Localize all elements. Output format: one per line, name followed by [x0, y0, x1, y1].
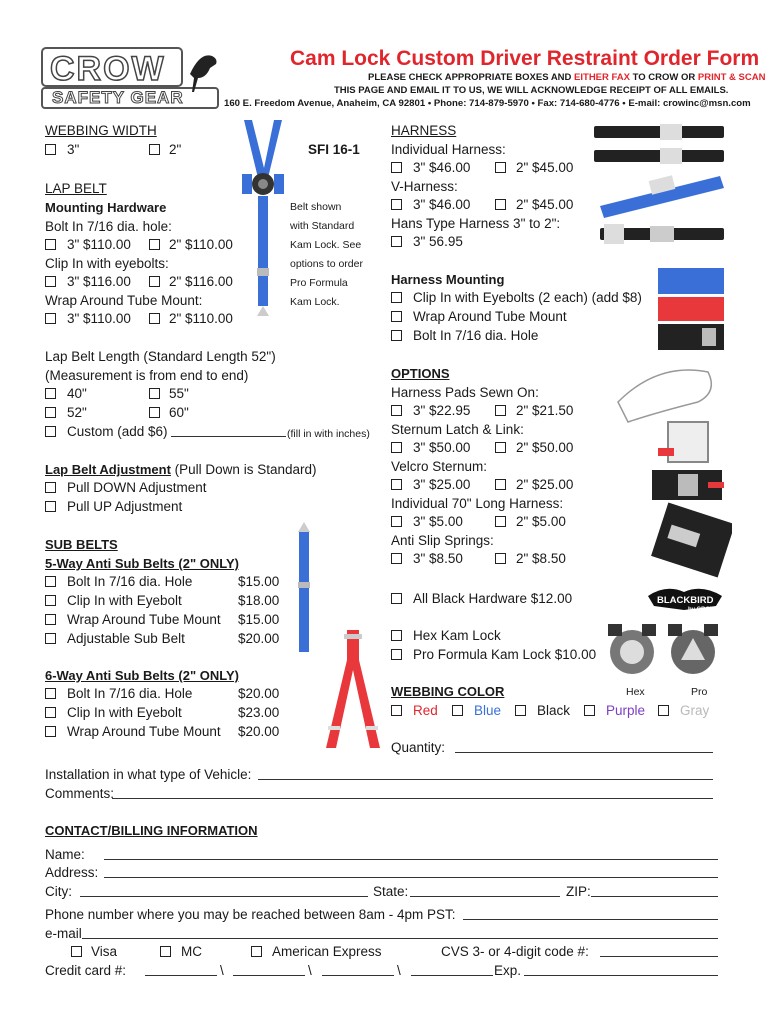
velcro-label: Velcro Sternum:: [391, 459, 488, 474]
logo-crow-text: CROW: [50, 50, 166, 88]
belt-note-1: Belt shown: [290, 201, 342, 213]
sternum-2-checkbox[interactable]: [495, 442, 506, 453]
color-purple-checkbox[interactable]: [584, 705, 595, 716]
belt-note-6: Kam Lock.: [290, 296, 340, 308]
color-gray-checkbox[interactable]: [658, 705, 669, 716]
six-way-heading: 6-Way Anti Sub Belts (2" ONLY): [45, 668, 239, 683]
card-separator-1: \: [220, 963, 224, 978]
lap-adjust-heading: Lap Belt Adjustment (Pull Down is Standard): [45, 462, 317, 477]
long-2-checkbox[interactable]: [495, 516, 506, 527]
quantity-label: Quantity:: [391, 740, 446, 755]
length-60-checkbox[interactable]: [149, 407, 160, 418]
five-way-clip-price: $18.00: [238, 593, 280, 608]
length-60-label: 60": [169, 405, 189, 420]
black-hardware-label: All Black Hardware $12.00: [413, 591, 573, 606]
state-label: State:: [373, 884, 409, 899]
instructions-line-1: PLEASE CHECK APPROPRIATE BOXES AND EITHER FAX TO CROW OR PRINT & SCAN: [368, 72, 766, 83]
pull-up-label: Pull UP Adjustment: [67, 499, 183, 514]
state-input[interactable]: [410, 896, 560, 897]
five-way-wrap-label: Wrap Around Tube Mount: [67, 612, 221, 627]
lap-bolt-2-checkbox[interactable]: [149, 239, 160, 250]
hex-kam-image: [604, 622, 660, 676]
crow-bird-icon: [190, 55, 217, 92]
pads-2-checkbox[interactable]: [495, 405, 506, 416]
v-harness-3-checkbox[interactable]: [391, 199, 402, 210]
mount-bolt-label: Bolt In 7/16 dia. Hole: [413, 328, 539, 343]
address-label: Address:: [45, 865, 99, 880]
lap-wrap-3-checkbox[interactable]: [45, 313, 56, 324]
webbing-color-heading: WEBBING COLOR: [391, 684, 505, 699]
card-group-1-input[interactable]: [145, 975, 217, 976]
five-way-clip-label: Clip In with Eyebolt: [67, 593, 182, 608]
phone-label: Phone number where you may be reached between 8am - 4pm PST:: [45, 907, 456, 922]
color-gray-label: Gray: [680, 703, 710, 718]
mount-clip-checkbox[interactable]: [391, 292, 402, 303]
length-custom-checkbox[interactable]: [45, 426, 56, 437]
individual-2-checkbox[interactable]: [495, 162, 506, 173]
webbing-width-heading: WEBBING WIDTH: [45, 123, 157, 138]
lap-clip-3-checkbox[interactable]: [45, 276, 56, 287]
five-way-wrap-price: $15.00: [238, 612, 280, 627]
springs-3-label: 3" $8.50: [413, 551, 463, 566]
exp-label: Exp.: [494, 963, 522, 978]
v-harness-2-checkbox[interactable]: [495, 199, 506, 210]
length-52-label: 52": [67, 405, 87, 420]
velcro-3-label: 3" $25.00: [413, 477, 471, 492]
length-52-checkbox[interactable]: [45, 407, 56, 418]
five-way-clip-checkbox[interactable]: [45, 595, 56, 606]
five-way-adjustable-label: Adjustable Sub Belt: [67, 631, 185, 646]
six-way-bolt-checkbox[interactable]: [45, 688, 56, 699]
phone-input[interactable]: [463, 919, 718, 920]
mounting-hardware-label: Mounting Hardware: [45, 200, 167, 215]
velcro-3-checkbox[interactable]: [391, 479, 402, 490]
pro-caption: Pro: [691, 686, 708, 698]
springs-2-label: 2" $8.50: [516, 551, 566, 566]
belt-note-3: Kam Lock. See: [290, 239, 362, 251]
lap-bolt-3-label: 3" $110.00: [67, 237, 131, 252]
color-red-label: Red: [413, 703, 438, 718]
logo-safety-gear-text: SAFETY GEAR: [52, 88, 184, 107]
long-harness-label: Individual 70" Long Harness:: [391, 496, 564, 511]
credit-card-label: Credit card #:: [45, 963, 127, 978]
lap-clip-2-checkbox[interactable]: [149, 276, 160, 287]
long-2-label: 2" $5.00: [516, 514, 566, 529]
card-separator-2: \: [308, 963, 312, 978]
six-way-wrap-price: $20.00: [238, 724, 280, 739]
long-3-checkbox[interactable]: [391, 516, 402, 527]
mount-clip-label: Clip In with Eyebolts (2 each) (add $8): [413, 290, 642, 305]
lap-wrap-3-label: 3" $110.00: [67, 311, 131, 326]
blackbird-text: BLACKBIRD: [657, 595, 714, 606]
hans-3-label: 3" 56.95: [413, 234, 463, 249]
five-way-adjustable-checkbox[interactable]: [45, 633, 56, 644]
harness-image: [238, 118, 288, 318]
address-input[interactable]: [104, 877, 718, 878]
pads-label: Harness Pads Sewn On:: [391, 385, 539, 400]
v-harness-3-label: 3" $46.00: [413, 197, 471, 212]
lap-belt-heading: LAP BELT: [45, 181, 107, 196]
individual-harness-label: Individual Harness:: [391, 142, 506, 157]
five-way-sub-belt-image: [292, 522, 316, 658]
comments-label: Comments:: [45, 786, 115, 801]
pads-3-label: 3" $22.95: [413, 403, 471, 418]
name-label: Name:: [45, 847, 85, 862]
sub-belts-heading: SUB BELTS: [45, 537, 118, 552]
email-label: e-mail: [45, 926, 82, 941]
color-black-checkbox[interactable]: [515, 705, 526, 716]
lap-length-heading: Lap Belt Length (Standard Length 52"): [45, 349, 276, 364]
webbing-width-2-checkbox[interactable]: [149, 144, 160, 155]
hex-kam-label: Hex Kam Lock: [413, 628, 501, 643]
long-3-label: 3" $5.00: [413, 514, 463, 529]
mc-checkbox[interactable]: [160, 946, 171, 957]
webbing-width-3-checkbox[interactable]: [45, 144, 56, 155]
harness-heading: HARNESS: [391, 123, 457, 138]
cvs-label: CVS 3- or 4-digit code #:: [441, 944, 589, 959]
amex-checkbox[interactable]: [251, 946, 262, 957]
velcro-2-label: 2" $25.00: [516, 477, 574, 492]
vehicle-input[interactable]: [258, 779, 713, 780]
name-input[interactable]: [104, 859, 718, 860]
length-55-checkbox[interactable]: [149, 388, 160, 399]
length-custom-label: Custom (add $6): [67, 424, 168, 439]
color-red-checkbox[interactable]: [391, 705, 402, 716]
page-title: Cam Lock Custom Driver Restraint Order Form: [290, 47, 760, 70]
length-40-checkbox[interactable]: [45, 388, 56, 399]
card-group-3-input[interactable]: [322, 975, 394, 976]
lap-clip-2-label: 2" $116.00: [169, 274, 233, 289]
color-blue-checkbox[interactable]: [452, 705, 463, 716]
color-blue-label: Blue: [474, 703, 502, 718]
pro-kam-label: Pro Formula Kam Lock $10.00: [413, 647, 597, 662]
hex-kam-checkbox[interactable]: [391, 630, 402, 641]
sfi-rating: SFI 16-1: [308, 142, 360, 157]
lap-bolt-2-label: 2" $110.00: [169, 237, 233, 252]
pads-3-checkbox[interactable]: [391, 405, 402, 416]
pads-2-label: 2" $21.50: [516, 403, 574, 418]
vehicle-label: Installation in what type of Vehicle:: [45, 767, 252, 782]
visa-checkbox[interactable]: [71, 946, 82, 957]
color-purple-label: Purple: [606, 703, 646, 718]
card-separator-3: \: [397, 963, 401, 978]
email-input[interactable]: [82, 938, 718, 939]
hans-3-checkbox[interactable]: [391, 236, 402, 247]
lap-clip-label: Clip In with eyebolts:: [45, 256, 169, 271]
options-images: [608, 362, 732, 580]
length-55-label: 55": [169, 386, 189, 401]
city-input[interactable]: [80, 896, 368, 897]
belt-note-5: Pro Formula: [290, 277, 348, 289]
instructions-line-2: THIS PAGE AND EMAIL IT TO US, WE WILL ACKNOWLEDGE RECEIPT OF ALL EMAILS.: [334, 85, 729, 96]
five-way-adjustable-price: $20.00: [238, 631, 280, 646]
belt-note-2: with Standard: [290, 220, 355, 232]
length-40-label: 40": [67, 386, 87, 401]
lap-bolt-3-checkbox[interactable]: [45, 239, 56, 250]
sternum-3-checkbox[interactable]: [391, 442, 402, 453]
options-heading: OPTIONS: [391, 366, 450, 381]
individual-2-label: 2" $45.00: [516, 160, 574, 175]
five-way-bolt-checkbox[interactable]: [45, 576, 56, 587]
springs-2-checkbox[interactable]: [495, 553, 506, 564]
mc-label: MC: [181, 944, 202, 959]
sternum-3-label: 3" $50.00: [413, 440, 471, 455]
velcro-2-checkbox[interactable]: [495, 479, 506, 490]
cvs-input[interactable]: [600, 956, 718, 957]
six-way-bolt-label: Bolt In 7/16 dia. Hole: [67, 686, 193, 701]
length-fill-note: (fill in with inches): [287, 428, 370, 440]
sternum-2-label: 2" $50.00: [516, 440, 574, 455]
sternum-label: Sternum Latch & Link:: [391, 422, 524, 437]
zip-input[interactable]: [591, 896, 718, 897]
pro-kam-checkbox[interactable]: [391, 649, 402, 660]
pull-down-label: Pull DOWN Adjustment: [67, 480, 207, 495]
lap-bolt-label: Bolt In 7/16 dia. hole:: [45, 219, 172, 234]
pull-up-checkbox[interactable]: [45, 501, 56, 512]
hex-caption: Hex: [626, 686, 645, 698]
mount-wrap-label: Wrap Around Tube Mount: [413, 309, 567, 324]
individual-3-checkbox[interactable]: [391, 162, 402, 173]
individual-3-label: 3" $46.00: [413, 160, 471, 175]
comments-input[interactable]: [112, 798, 713, 799]
pro-kam-image: [664, 622, 722, 676]
contact-address: 160 E. Freedom Avenue, Anaheim, CA 92801 • Phone: 714-879-5970 • Fax: 714-680-4776 • E-mail: crowinc@msn.com: [224, 98, 751, 109]
amex-label: American Express: [272, 944, 382, 959]
lap-wrap-2-checkbox[interactable]: [149, 313, 160, 324]
harness-mounting-heading: Harness Mounting: [391, 272, 505, 287]
six-way-clip-price: $23.00: [238, 705, 280, 720]
blackbird-sub-text: by CROW: [688, 607, 716, 613]
city-label: City:: [45, 884, 72, 899]
quantity-input[interactable]: [455, 752, 713, 753]
mount-bolt-checkbox[interactable]: [391, 330, 402, 341]
six-way-wrap-label: Wrap Around Tube Mount: [67, 724, 221, 739]
v-harness-label: V-Harness:: [391, 179, 458, 194]
hans-harness-label: Hans Type Harness 3" to 2":: [391, 216, 561, 231]
five-way-heading: 5-Way Anti Sub Belts (2" ONLY): [45, 556, 239, 571]
six-way-sub-belt-image: [318, 630, 388, 752]
six-way-bolt-price: $20.00: [238, 686, 280, 701]
five-way-wrap-checkbox[interactable]: [45, 614, 56, 625]
pull-down-checkbox[interactable]: [45, 482, 56, 493]
v-harness-2-label: 2" $45.00: [516, 197, 574, 212]
five-way-bolt-label: Bolt In 7/16 dia. Hole: [67, 574, 193, 589]
webbing-width-3-label: 3": [67, 142, 80, 157]
contact-heading: CONTACT/BILLING INFORMATION: [45, 823, 258, 838]
card-group-4-input[interactable]: [411, 975, 493, 976]
zip-label: ZIP:: [566, 884, 591, 899]
harness-straps-image: [590, 120, 732, 260]
webbing-width-2-label: 2": [169, 142, 182, 157]
black-hardware-checkbox[interactable]: [391, 593, 402, 604]
mount-wrap-checkbox[interactable]: [391, 311, 402, 322]
five-way-bolt-price: $15.00: [238, 574, 280, 589]
color-black-label: Black: [537, 703, 571, 718]
springs-3-checkbox[interactable]: [391, 553, 402, 564]
length-custom-input[interactable]: [171, 436, 286, 437]
lap-wrap-2-label: 2" $110.00: [169, 311, 233, 326]
visa-label: Visa: [91, 944, 118, 959]
exp-input[interactable]: [524, 975, 718, 976]
mounting-samples-image: [656, 266, 726, 352]
six-way-clip-label: Clip In with Eyebolt: [67, 705, 182, 720]
lap-length-sub: (Measurement is from end to end): [45, 368, 249, 383]
six-way-wrap-checkbox[interactable]: [45, 726, 56, 737]
card-group-2-input[interactable]: [233, 975, 305, 976]
springs-label: Anti Slip Springs:: [391, 533, 494, 548]
lap-clip-3-label: 3" $116.00: [67, 274, 131, 289]
belt-note-4: options to order: [290, 258, 363, 270]
lap-wrap-label: Wrap Around Tube Mount:: [45, 293, 203, 308]
six-way-clip-checkbox[interactable]: [45, 707, 56, 718]
